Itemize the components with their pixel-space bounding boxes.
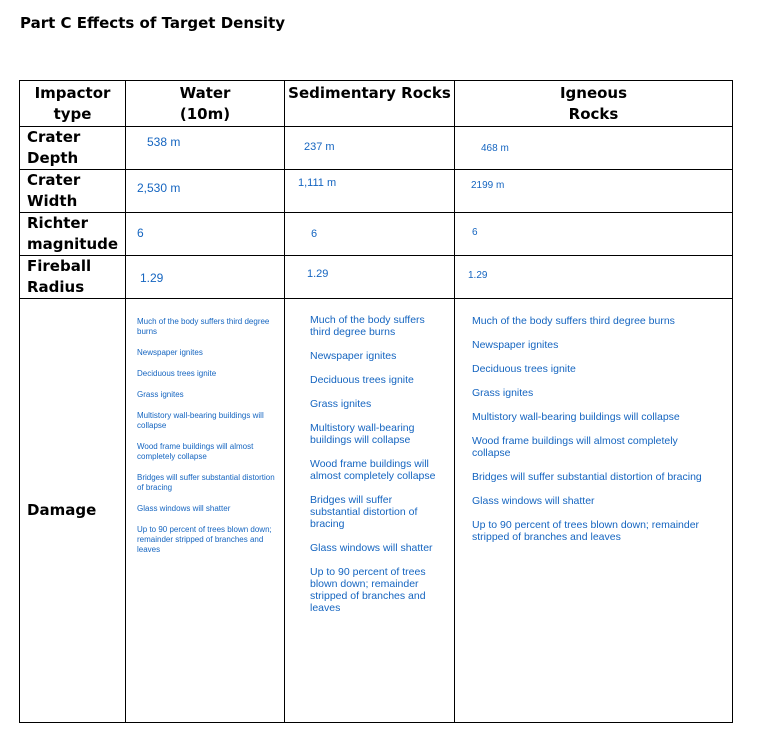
cell-sedimentary: 6 [285, 213, 455, 256]
damage-item: Bridges will suffer substantial distortion of bracing [472, 471, 702, 483]
damage-item: Multistory wall-bearing buildings will collapse [310, 422, 415, 446]
row-label-line: Fireball [27, 257, 92, 275]
cell-water: 538 m [126, 127, 285, 170]
damage-item: Newspaper ignites [472, 339, 559, 351]
row-label-line: Depth [27, 149, 79, 167]
header-sedimentary [285, 81, 455, 127]
damage-item: Multistory wall-bearing buildings will collapse [137, 411, 264, 430]
row-label-line: Width [27, 192, 78, 210]
header-line: Igneous [559, 84, 628, 102]
cell-igneous: 2199 m [455, 170, 733, 213]
cell-igneous: 6 [455, 213, 733, 256]
damage-item: Deciduous trees ignite [472, 363, 576, 375]
row-label [20, 170, 126, 213]
damage-item: Much of the body suffers third degree burns [137, 317, 270, 336]
row-crater-width [20, 170, 733, 213]
damage-item: Much of the body suffers third degree burns [472, 315, 675, 327]
row-label-line: Crater [27, 171, 81, 189]
damage-item: Newspaper ignites [137, 348, 203, 357]
row-fireball-radius [20, 256, 733, 299]
damage-item: Wood frame buildings will almost completely collapse [310, 458, 436, 482]
cell-sedimentary: 237 m [285, 127, 455, 170]
cell-water-damage [126, 299, 285, 723]
cell-sedimentary: 1,111 m [285, 170, 455, 213]
row-richter-magnitude [20, 213, 733, 256]
damage-item: Bridges will suffer substantial distortion of bracing [310, 494, 418, 530]
damage-item: Newspaper ignites [310, 350, 397, 362]
header-water [126, 81, 285, 127]
row-label: Damage [20, 299, 126, 723]
cell-water: 6 [126, 213, 285, 256]
header-impactor-type [20, 81, 126, 127]
damage-item: Glass windows will shatter [137, 504, 231, 513]
header-line: (10m) [179, 105, 231, 123]
damage-item: Grass ignites [472, 387, 534, 399]
header-line: Impactor [34, 84, 111, 102]
damage-item: Grass ignites [137, 390, 184, 399]
row-label-line: Crater [27, 128, 81, 146]
damage-item: Grass ignites [310, 398, 372, 410]
target-density-table [19, 80, 733, 723]
row-label [20, 127, 126, 170]
row-label-line: Radius [27, 278, 85, 296]
cell-igneous-damage [455, 299, 733, 723]
row-label-line: Richter [27, 214, 89, 232]
cell-sedimentary: 1.29 [285, 256, 455, 299]
header-line: Water [179, 84, 231, 102]
header-row [20, 81, 733, 127]
page-title: Part C Effects of Target Density [20, 14, 286, 32]
row-damage [20, 299, 733, 723]
header-line: Sedimentary Rocks [288, 84, 451, 102]
cell-igneous: 1.29 [455, 256, 733, 299]
cell-water: 2,530 m [126, 170, 285, 213]
damage-item: Wood frame buildings will almost completely collapse [137, 442, 254, 461]
row-label-line: magnitude [27, 235, 119, 253]
damage-item: Multistory wall-bearing buildings will collapse [472, 411, 680, 423]
header-igneous [455, 81, 733, 127]
cell-igneous: 468 m [455, 127, 733, 170]
damage-item: Deciduous trees ignite [137, 369, 217, 378]
damage-item: Up to 90 percent of trees blown down; remainder stripped of branches and leaves [137, 525, 272, 554]
damage-item: Glass windows will shatter [472, 495, 595, 507]
damage-item: Up to 90 percent of trees blown down; remainder stripped of branches and leaves [472, 519, 700, 543]
row-crater-depth [20, 127, 733, 170]
row-label [20, 213, 126, 256]
cell-water: 1.29 [126, 256, 285, 299]
damage-item: Bridges will suffer substantial distortion of bracing [137, 473, 275, 492]
header-line: type [53, 105, 92, 123]
damage-item: Deciduous trees ignite [310, 374, 414, 386]
header-line: Rocks [568, 105, 619, 123]
damage-item: Much of the body suffers third degree burns [310, 314, 425, 338]
damage-item: Glass windows will shatter [310, 542, 433, 554]
damage-item: Up to 90 percent of trees blown down; remainder stripped of branches and leaves [310, 566, 426, 614]
damage-item: Wood frame buildings will almost completely collapse [472, 435, 678, 459]
cell-sedimentary-damage [285, 299, 455, 723]
row-label [20, 256, 126, 299]
